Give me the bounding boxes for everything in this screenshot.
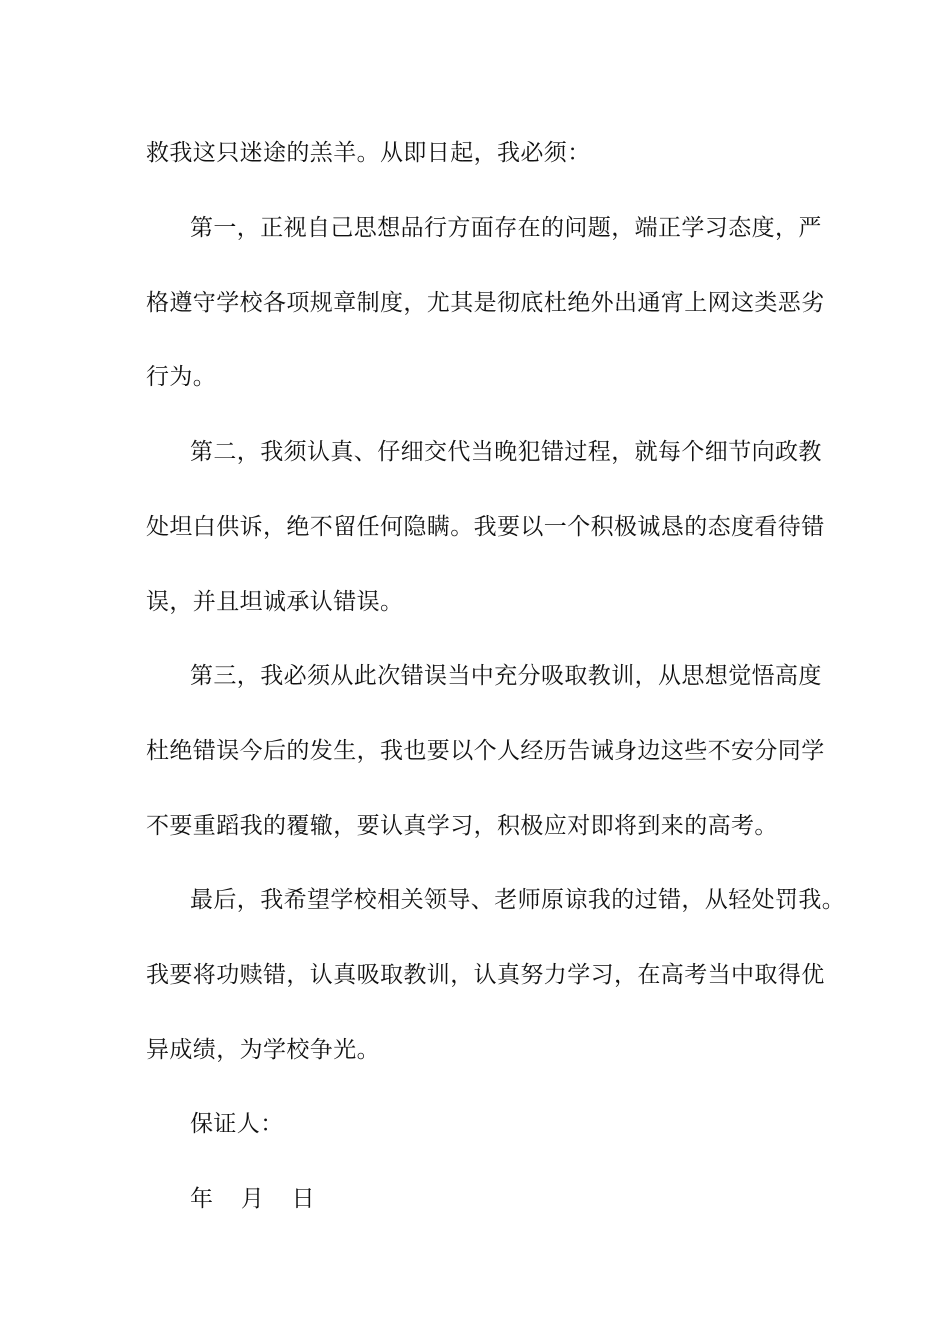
paragraph-line-10: 不要重蹈我的覆辙，要认真学习，积极应对即将到来的高考。 xyxy=(146,813,778,839)
paragraph-line-4: 行为。 xyxy=(146,364,217,390)
paragraph-line-11: 最后，我希望学校相关领导、老师原谅我的过错，从轻处罚我。 xyxy=(190,887,846,913)
paragraph-line-1: 救我这只迷途的羔羊。从即日起，我必须： xyxy=(146,140,591,166)
paragraph-line-2: 第一，正视自己思想品行方面存在的问题，端正学习态度，严 xyxy=(190,215,822,241)
paragraph-line-9: 杜绝错误今后的发生，我也要以个人经历告诫身边这些不安分同学 xyxy=(146,738,825,764)
paragraph-line-7: 误，并且坦诚承认错误。 xyxy=(146,589,404,615)
paragraph-line-12: 我要将功赎错，认真吸取教训，认真努力学习，在高考当中取得优 xyxy=(146,962,825,988)
paragraph-line-5: 第二，我须认真、仔细交代当晚犯错过程，就每个细节向政教 xyxy=(190,439,822,465)
date-line: 年 月 日 xyxy=(190,1186,316,1212)
paragraph-line-6: 处坦白供诉，绝不留任何隐瞒。我要以一个积极诚恳的态度看待错 xyxy=(146,514,825,540)
guarantor-label: 保证人： xyxy=(190,1111,284,1137)
paragraph-line-3: 格遵守学校各项规章制度，尤其是彻底杜绝外出通宵上网这类恶劣 xyxy=(146,290,825,316)
paragraph-line-8: 第三，我必须从此次错误当中充分吸取教训，从思想觉悟高度 xyxy=(190,663,822,689)
paragraph-line-13: 异成绩，为学校争光。 xyxy=(146,1037,380,1063)
